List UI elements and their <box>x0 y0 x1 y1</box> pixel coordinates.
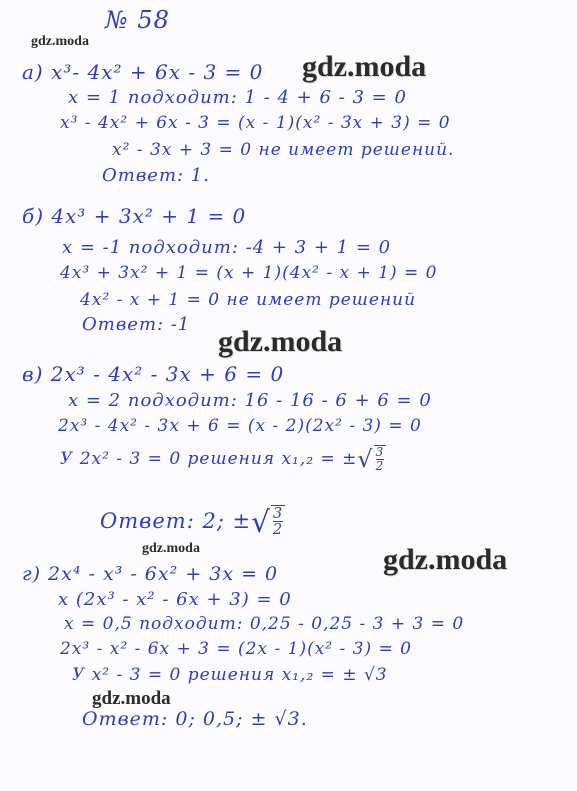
part-b-answer: Ответ: -1 <box>82 314 191 335</box>
part-b-root-check: x = -1 подходит: -4 + 3 + 1 = 0 <box>62 237 392 258</box>
part-a-factorization: x³ - 4x² + 6x - 3 = (x - 1)(x² - 3x + 3) = 0 <box>60 113 451 133</box>
sqrt-symbol: √ $\frac{3}{2}$ <box>357 445 385 474</box>
fraction: $\frac{3}{2}$ <box>375 445 385 473</box>
part-b-factorization: 4x³ + 3x² + 1 = (x + 1)(4x² - x + 1) = 0 <box>60 263 438 283</box>
part-g-factorization: 2x³ - x² - 6x + 3 = (2x - 1)(x² - 3) = 0 <box>60 639 412 659</box>
part-v-roots-line <box>60 445 386 472</box>
part-a-quadratic-note: x² - 3x + 3 = 0 не имеет решений. <box>112 140 455 160</box>
part-g-factor-x: x (2x³ - x² - 6x + 3) = 0 <box>58 589 292 610</box>
part-a-equation: а) x³- 4x² + 6x - 3 = 0 <box>22 60 264 84</box>
part-g-equation: г) 2x⁴ - x³ - 6x² + 3x = 0 <box>22 563 279 585</box>
part-v-roots-text: У 2x² - 3 = 0 решения x₁,₂ = ± <box>60 448 358 469</box>
part-v-root-check: x = 2 подходит: 16 - 16 - 6 + 6 = 0 <box>68 390 432 411</box>
part-a-answer: Ответ: 1. <box>102 165 210 186</box>
fraction: $\frac{3}{2}$ <box>272 505 284 539</box>
sqrt-symbol: √ $\frac{3}{2}$ <box>251 505 284 540</box>
part-v-answer-line <box>100 505 285 538</box>
part-b-quadratic-note: 4x² - x + 1 = 0 не имеет решений <box>80 290 417 310</box>
part-v-equation: в) 2x³ - 4x² - 3x + 6 = 0 <box>22 362 285 386</box>
part-v-answer: Ответ: 2; ± <box>100 509 252 534</box>
problem-number: № 58 <box>105 6 170 34</box>
watermark: gdz.moda <box>383 543 508 576</box>
watermark: gdz.moda <box>142 541 200 556</box>
part-g-roots-line: У x² - 3 = 0 решения x₁,₂ = ± √3 <box>72 665 388 685</box>
watermark: gdz.moda <box>92 688 171 709</box>
part-g-answer: Ответ: 0; 0,5; ± √3. <box>82 708 308 730</box>
part-g-root-check: x = 0,5 подходит: 0,25 - 0,25 - 3 + 3 = 0 <box>64 614 465 634</box>
part-v-factorization: 2x³ - 4x² - 3x + 6 = (x - 2)(2x² - 3) = 0 <box>58 416 422 436</box>
watermark: gdz.moda <box>302 50 427 83</box>
part-b-equation: б) 4x³ + 3x² + 1 = 0 <box>22 204 247 228</box>
watermark: gdz.moda <box>218 325 343 358</box>
watermark: gdz.moda <box>31 34 89 49</box>
part-a-root-check: x = 1 подходит: 1 - 4 + 6 - 3 = 0 <box>68 87 407 108</box>
